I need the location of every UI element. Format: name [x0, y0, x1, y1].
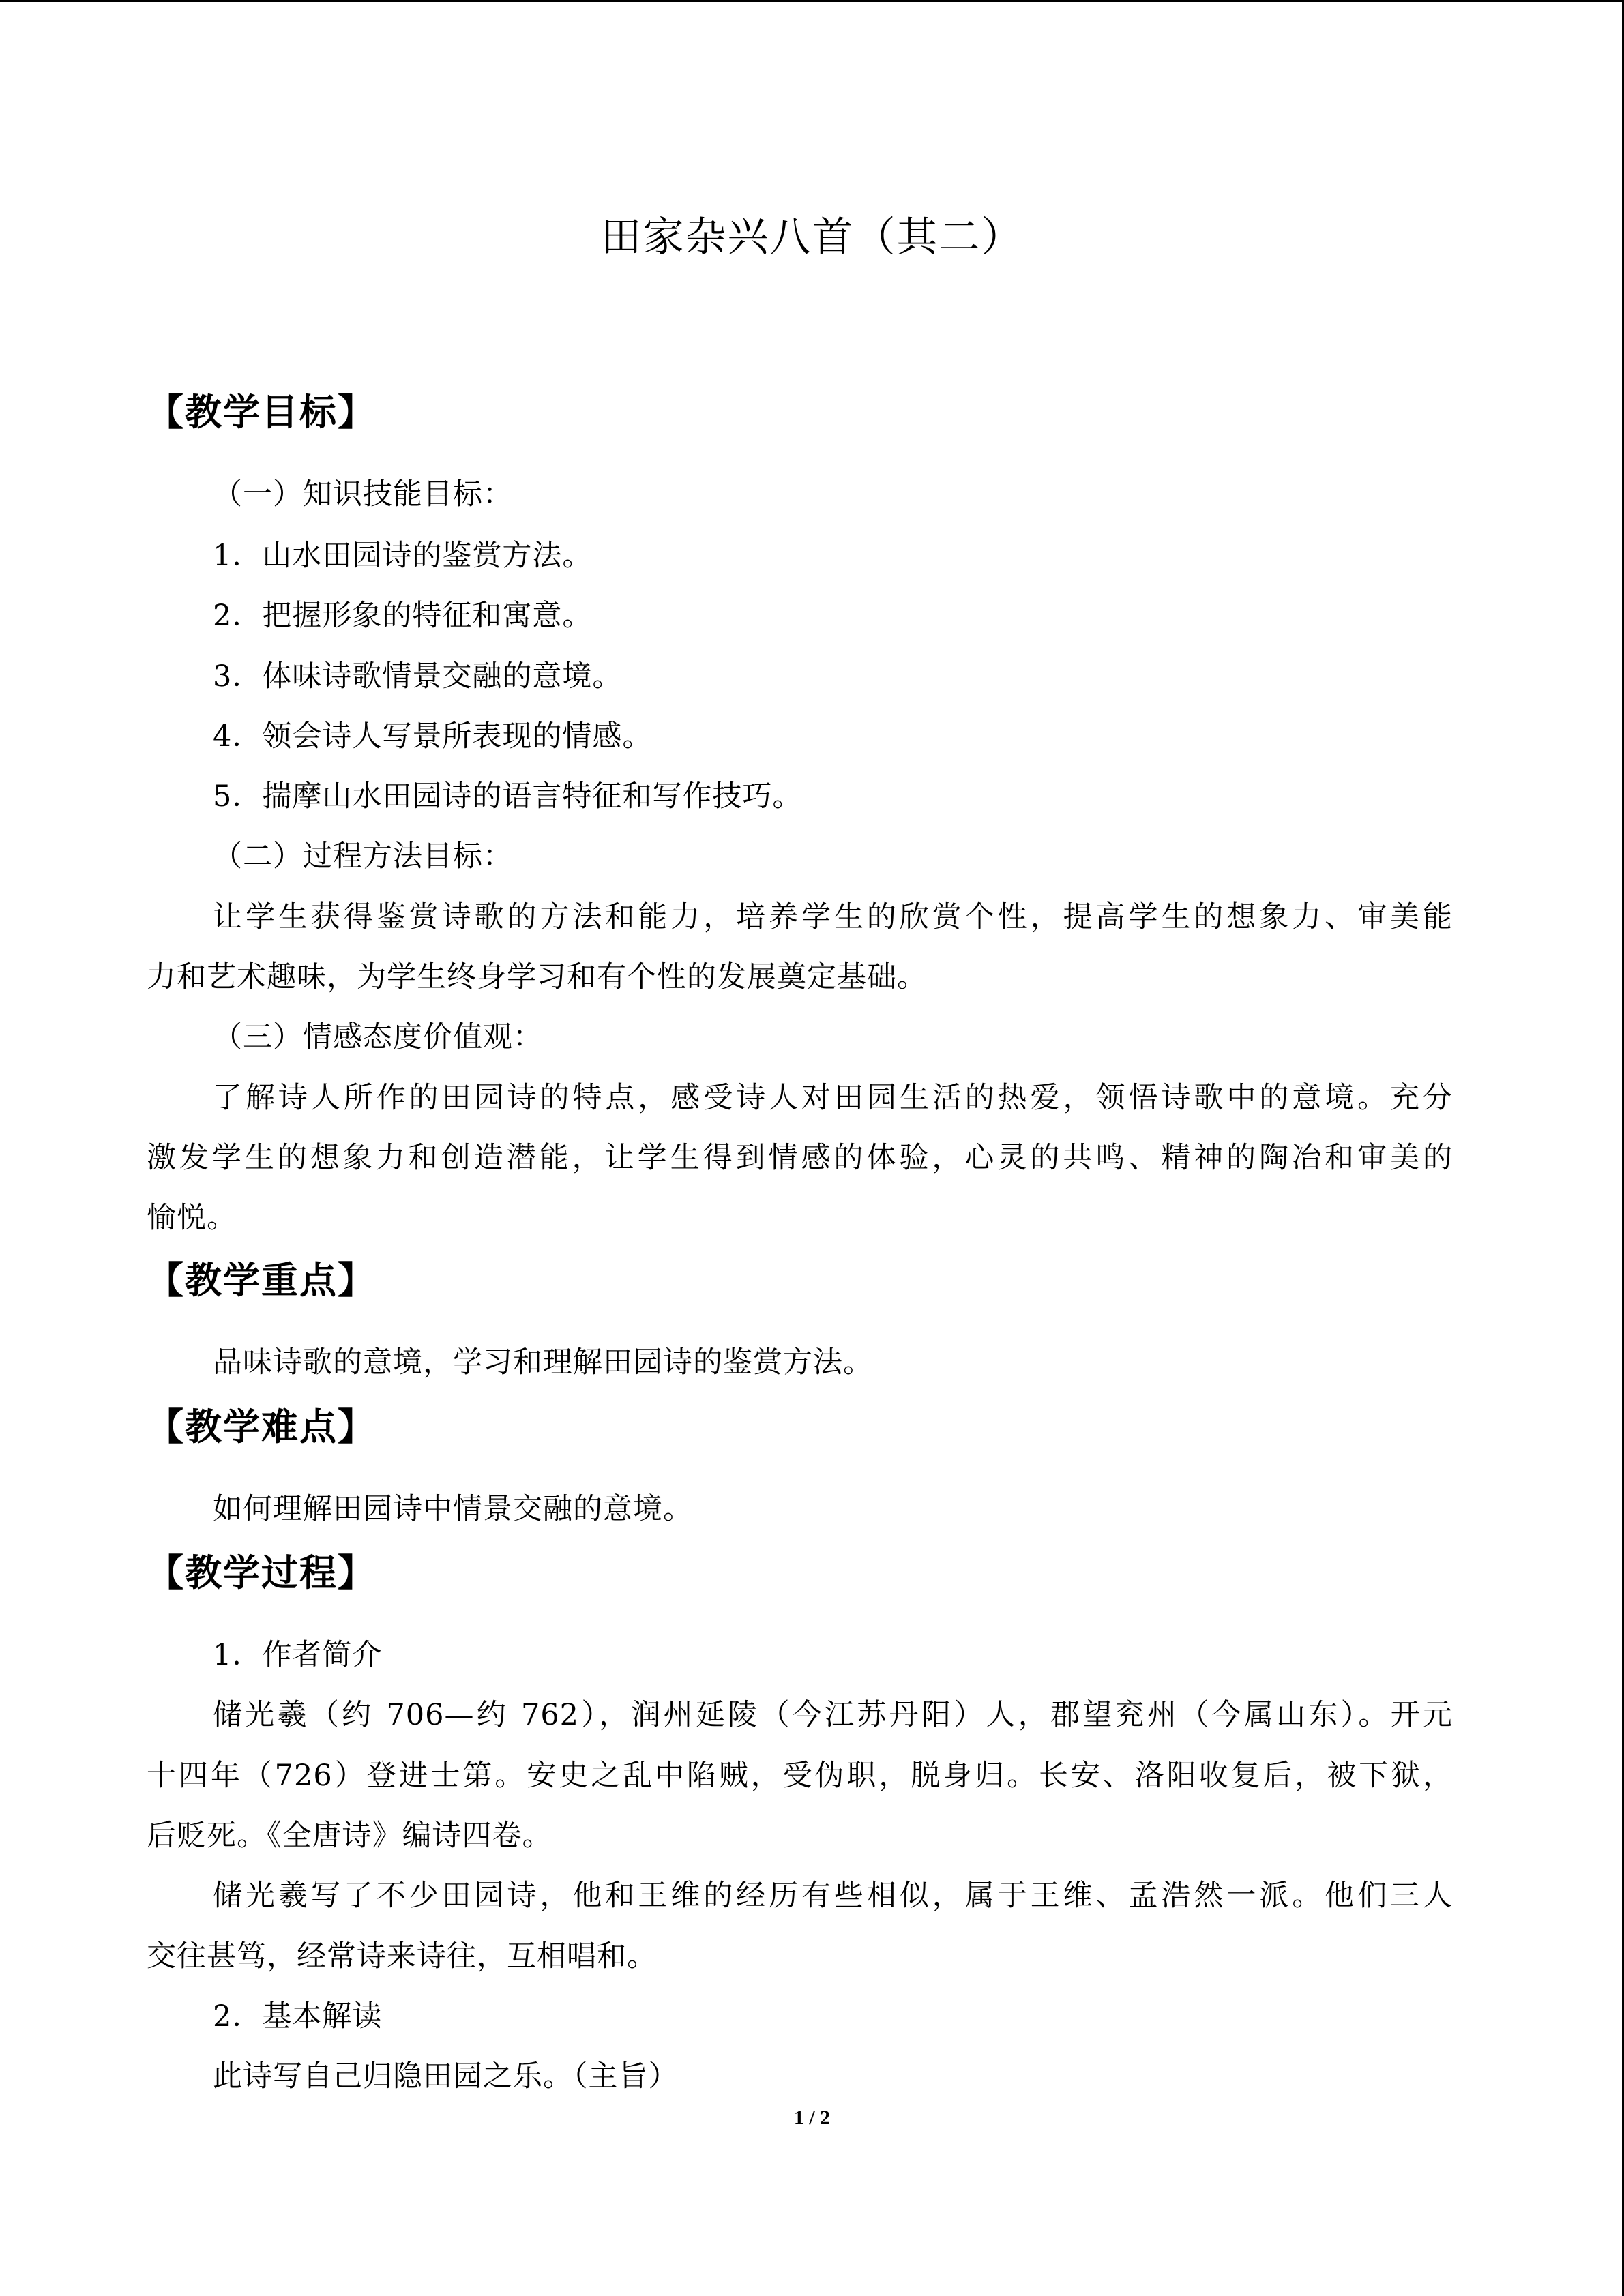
objectives-sub2: （二）过程方法目标：	[213, 839, 513, 874]
key-points-heading: 【教学重点】	[147, 1259, 376, 1302]
process-gist: 此诗写自己归隐田园之乐。（主旨）	[213, 2059, 679, 2093]
objectives-sub1: （一）知识技能目标：	[213, 477, 513, 511]
process-step2: 2．基本解读	[213, 1999, 383, 2033]
objectives-para2-line2: 力和艺术趣味，为学生终身学习和有个性的发展奠定基础。	[147, 960, 927, 994]
bio2-line1: 储光羲写了不少田园诗，他和王维的经历有些相似，属于王维、孟浩然一派。他们三人	[213, 1879, 1453, 1913]
objective-item-5: 5．揣摩山水田园诗的语言特征和写作技巧。	[213, 779, 803, 814]
objectives-para3-line2: 激发学生的想象力和创造潜能，让学生得到情感的体验，心灵的共鸣、精神的陶冶和审美的	[147, 1141, 1453, 1175]
objectives-sub3: （三）情感态度价值观：	[213, 1020, 543, 1054]
difficulties-text: 如何理解田园诗中情景交融的意境。	[213, 1492, 693, 1526]
bio2-line2: 交往甚笃，经常诗来诗往，互相唱和。	[147, 1939, 657, 1973]
objective-item-3: 3．体味诗歌情景交融的意境。	[213, 659, 623, 694]
process-step1: 1．作者简介	[213, 1638, 383, 1672]
objective-item-1: 1．山水田园诗的鉴赏方法。	[213, 539, 593, 573]
key-points-text: 品味诗歌的意境，学习和理解田园诗的鉴赏方法。	[213, 1345, 873, 1380]
page-border-top	[0, 0, 1624, 2]
objective-item-4: 4．领会诗人写景所表现的情感。	[213, 719, 653, 754]
bio1-line1: 储光羲（约 706—约 762），润州延陵（今江苏丹阳）人，郡望兖州（今属山东）。开元	[213, 1698, 1453, 1732]
bio1-line3: 后贬死。《全唐诗》编诗四卷。	[147, 1819, 552, 1853]
objective-item-2: 2．把握形象的特征和寓意。	[213, 599, 593, 633]
objectives-para3-line3: 愉悦。	[147, 1201, 237, 1235]
objectives-heading: 【教学目标】	[147, 391, 376, 434]
difficulties-heading: 【教学难点】	[147, 1405, 376, 1448]
bio1-line2: 十四年（726）登进士第。安史之乱中陷贼，受伪职，脱身归。长安、洛阳收复后，被下狱，	[147, 1759, 1453, 1793]
page-title: 田家杂兴八首（其二）	[600, 213, 1024, 261]
objectives-para3-line1: 了解诗人所作的田园诗的特点，感受诗人对田园生活的热爱，领悟诗歌中的意境。充分	[213, 1081, 1453, 1115]
objectives-para2-line1: 让学生获得鉴赏诗歌的方法和能力，培养学生的欣赏个性，提高学生的想象力、审美能	[213, 900, 1453, 934]
page-number: 1 / 2	[793, 2106, 831, 2129]
process-heading: 【教学过程】	[147, 1551, 376, 1594]
